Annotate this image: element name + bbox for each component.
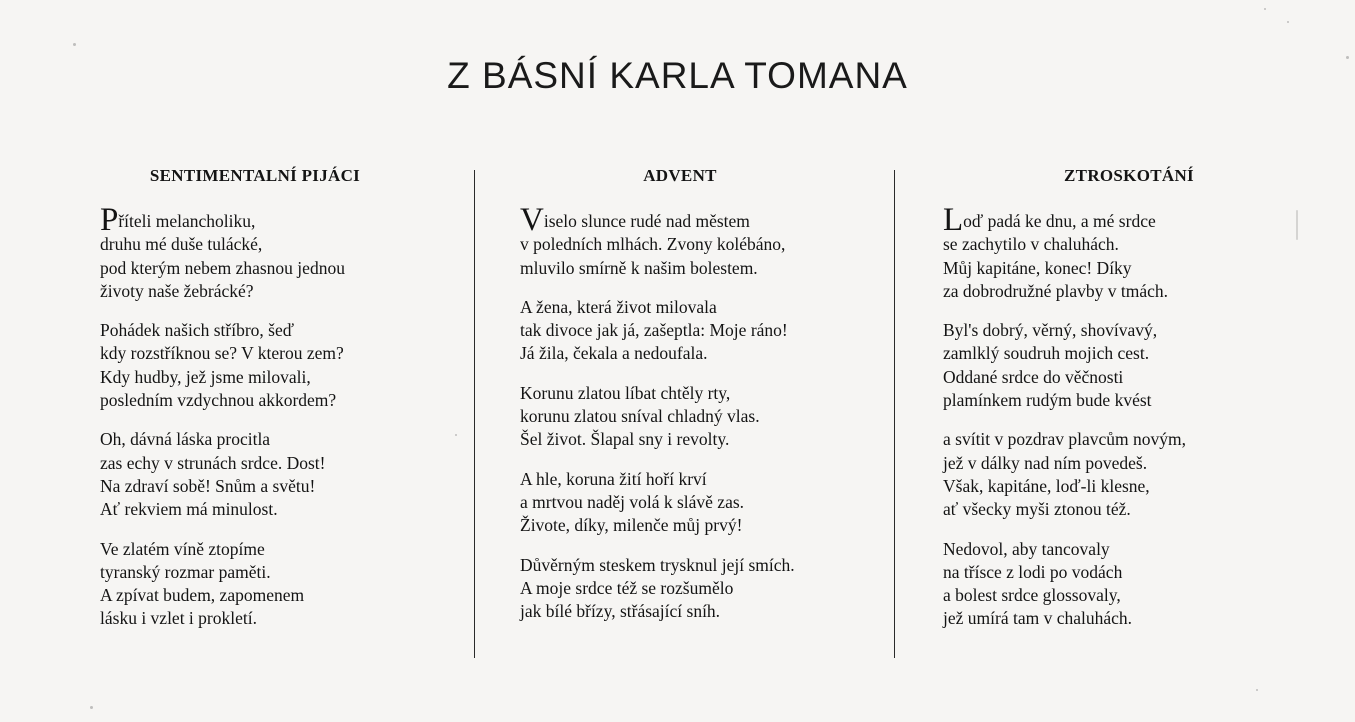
- poem-line: Oh, dávná láska procitla: [100, 429, 271, 450]
- poem-sentimentalni-pijaci: [100, 166, 435, 647]
- drop-cap: L: [943, 202, 964, 238]
- poem-line: Na zdraví sobě! Snům a světu!: [100, 475, 316, 496]
- poem-line: Příteli melancholiku,: [100, 202, 256, 238]
- poem-line: Korunu zlatou líbat chtěly rty,: [520, 382, 731, 403]
- poem-line: druhu mé duše tulácké,: [100, 234, 263, 255]
- poem-line: tyranský rozmar paměti.: [100, 561, 271, 582]
- poem-line: mluvilo smírně k našim bolestem.: [520, 257, 758, 278]
- paper-speck: [1296, 210, 1298, 240]
- paper-speck: [1287, 21, 1289, 23]
- poem-advent: [520, 166, 860, 639]
- poem-line: Důvěrným steskem trysknul její smích.: [520, 554, 795, 575]
- poem-line: Ve zlatém víně ztopíme: [100, 538, 265, 559]
- poem-line: se zachytilo v chaluhách.: [943, 234, 1119, 255]
- paper-speck: [455, 434, 457, 436]
- column-divider: [474, 170, 475, 658]
- poem-line: a mrtvou naděj volá k slávě zas.: [520, 491, 745, 512]
- poem-line: a bolest srdce glossovaly,: [943, 585, 1121, 606]
- poem-line: za dobrodružné plavby v tmách.: [943, 280, 1168, 301]
- poem-line: Já žila, čekala a nedoufala.: [520, 343, 708, 364]
- poem-line: Byl's dobrý, věrný, shovívavý,: [943, 320, 1158, 341]
- poem-line: Však, kapitáne, loď-li klesne,: [943, 475, 1150, 496]
- stanza: [100, 428, 435, 521]
- stanza: [943, 538, 1263, 631]
- paper-speck: [90, 706, 93, 709]
- stanza: [943, 319, 1263, 412]
- stanza: [520, 296, 860, 366]
- poem-line: Kdy hudby, jež jsme milovali,: [100, 366, 311, 387]
- stanza: [943, 428, 1263, 521]
- poem-title: SENTIMENTALNÍ PIJÁCI: [149, 166, 361, 185]
- poem-line: Oddané srdce do věčnosti: [943, 366, 1124, 387]
- poem-line: A zpívat budem, zapomenem: [100, 585, 305, 606]
- poem-line: pod kterým nebem zhasnou jednou: [100, 257, 345, 278]
- poem-line: Ať rekviem má minulost.: [100, 499, 278, 520]
- column-divider: [894, 170, 895, 658]
- drop-cap: V: [520, 202, 544, 238]
- poem-line: Živote, díky, milenče můj prvý!: [520, 515, 743, 536]
- paper-speck: [73, 43, 76, 46]
- paper-speck: [1346, 56, 1349, 59]
- poem-line: jak bílé břízy, střásající sníh.: [520, 601, 721, 622]
- poem-line: Nedovol, aby tancovaly: [943, 538, 1110, 559]
- stanza: [520, 202, 860, 280]
- poem-line: Viselo slunce rudé nad městem: [520, 202, 750, 238]
- stanza: [100, 202, 435, 303]
- poem-line: životy naše žebrácké?: [100, 280, 254, 301]
- poem-line: na třísce z lodi po vodách: [943, 561, 1123, 582]
- poem-line: Pohádek našich stříbro, šeď: [100, 320, 295, 341]
- poem-line: Můj kapitáne, konec! Díky: [943, 257, 1132, 278]
- poem-title: ZTROSKOTÁNÍ: [1064, 166, 1194, 185]
- poem-line: kdy rozstříknou se? V kterou zem?: [100, 343, 344, 364]
- stanza: [520, 382, 860, 452]
- poem-line: A moje srdce též se rozšumělo: [520, 577, 734, 598]
- poem-line: a svítit v pozdrav plavcům novým,: [943, 429, 1187, 450]
- poem-line: v poledních mlhách. Zvony kolébáno,: [520, 234, 786, 255]
- page-title: Z BÁSNÍ KARLA TOMANA: [447, 55, 908, 96]
- poem-line: A žena, která život milovala: [520, 296, 717, 317]
- poem-line: ať všecky myši ztonou též.: [943, 499, 1131, 520]
- stanza: [100, 538, 435, 631]
- poem-line: plamínkem rudým bude kvést: [943, 390, 1152, 411]
- drop-cap: P: [100, 202, 119, 238]
- poem-line: zamlklý soudruh mojich cest.: [943, 343, 1150, 364]
- poem-line: lásku i vzlet i prokletí.: [100, 608, 257, 629]
- poem-ztroskotani: [943, 166, 1263, 647]
- poem-line: tak divoce jak já, zašeptla: Moje ráno!: [520, 320, 788, 341]
- stanza: [943, 202, 1263, 303]
- stanza: [520, 468, 860, 538]
- poem-line: jež umírá tam v chaluhách.: [943, 608, 1133, 629]
- poem-line: Šel život. Šlapal sny i revolty.: [520, 429, 730, 450]
- paper-speck: [1264, 8, 1266, 10]
- poem-line: Loď padá ke dnu, a mé srdce: [943, 202, 1156, 238]
- stanza: [100, 319, 435, 412]
- poem-line: A hle, koruna žití hoří krví: [520, 468, 707, 489]
- poem-line: zas echy v strunách srdce. Dost!: [100, 452, 326, 473]
- poem-title: ADVENT: [643, 166, 717, 185]
- paper-speck: [1256, 689, 1258, 691]
- poem-line: posledním vzdychnou akkordem?: [100, 390, 337, 411]
- poem-line: jež v dálky nad ním povedeš.: [943, 452, 1148, 473]
- stanza: [520, 554, 860, 624]
- poem-line: korunu zlatou sníval chladný vlas.: [520, 406, 760, 427]
